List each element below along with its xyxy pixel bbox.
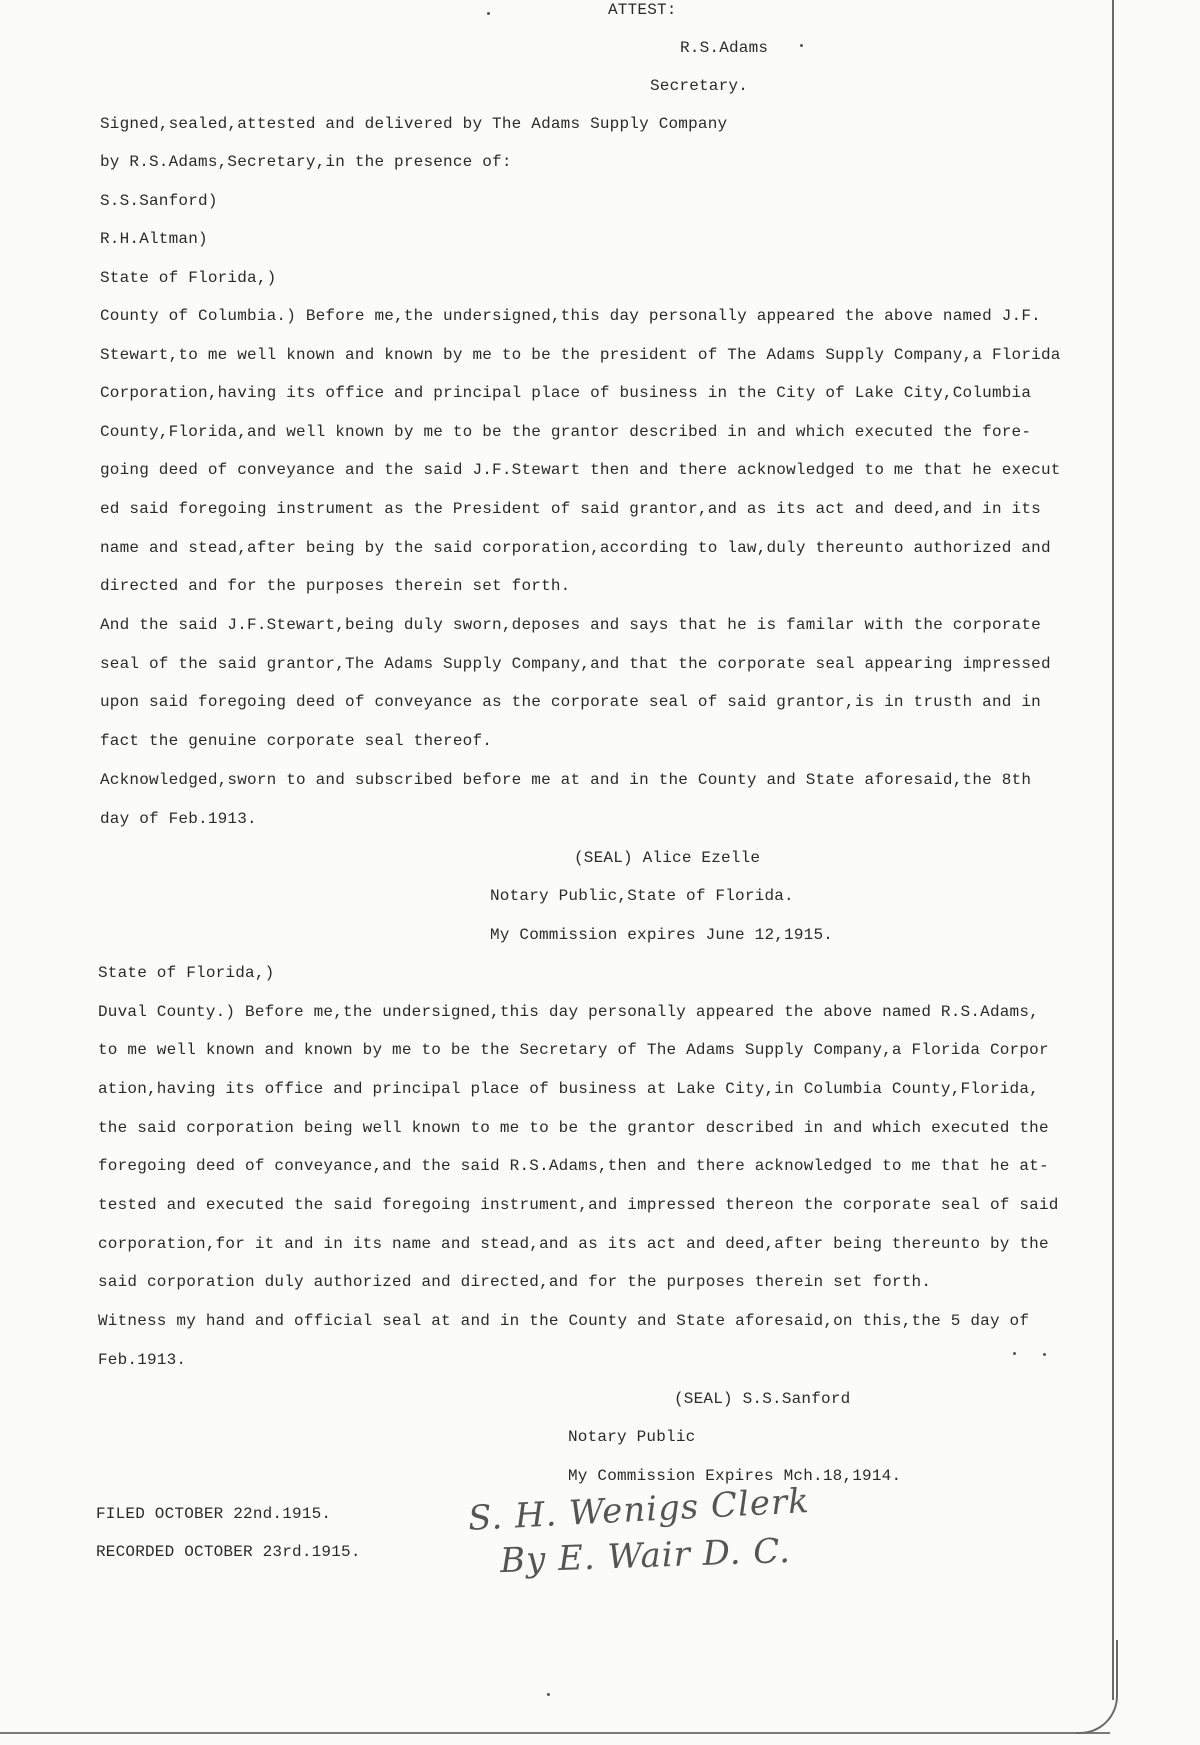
attest-heading: ATTEST: [608, 1, 677, 19]
clerk-signature-line: S. H. Wenigs Clerk [467, 1481, 811, 1539]
notary1-name: (SEAL) Alice Ezelle [574, 849, 761, 867]
ack2-line: said corporation duly authorized and directed,and for the purposes therein set forth. [98, 1273, 932, 1291]
attest-name: R.S.Adams [680, 39, 769, 57]
ink-speck [487, 12, 490, 15]
notary1-commission: My Commission expires June 12,1915. [490, 926, 834, 944]
notary2-title: Notary Public [568, 1428, 696, 1446]
ack1-line: County of Columbia.) Before me,the undersigned,this day personally appeared the above named J.F. [100, 307, 1041, 325]
page-edge-bottom [0, 1732, 1110, 1734]
ack2-line: State of Florida,) [98, 964, 275, 982]
ack1-line: County,Florida,and well known by me to be the grantor described in and which executed the fore- [100, 423, 1032, 441]
deputy-clerk-signature-line: By E. Wair D. C. [499, 1530, 792, 1582]
ack1-line: upon said foregoing deed of conveyance as the corporate seal of said grantor,is in trusth and in [100, 693, 1041, 711]
ack2-line: corporation,for it and in its name and stead,and as its act and deed,after being thereunto by the [98, 1235, 1049, 1253]
recorded-date: RECORDED OCTOBER 23rd.1915. [96, 1543, 361, 1561]
ack1-line: fact the genuine corporate seal thereof. [100, 732, 493, 750]
witness-name: S.S.Sanford) [100, 192, 218, 210]
ink-speck [1043, 1353, 1046, 1356]
filed-date: FILED OCTOBER 22nd.1915. [96, 1505, 332, 1523]
ack1-line: State of Florida,) [100, 269, 277, 287]
ack1-line: name and stead,after being by the said corporation,according to law,duly thereunto authorized and [100, 539, 1051, 557]
ack2-line: Feb.1913. [98, 1351, 187, 1369]
ack1-line: seal of the said grantor,The Adams Supply Company,and that the corporate seal appearing impressed [100, 655, 1051, 673]
attest-title: Secretary. [650, 77, 749, 95]
ink-speck [800, 44, 803, 47]
ink-speck [1013, 1352, 1016, 1355]
page-corner-curl [1076, 1640, 1118, 1734]
execution-line: by R.S.Adams,Secretary,in the presence of: [100, 153, 512, 171]
ack2-line: ation,having its office and principal place of business at Lake City,in Columbia County,Florida, [98, 1080, 1039, 1098]
ack1-line: And the said J.F.Stewart,being duly sworn,deposes and says that he is familar with the corporate [100, 616, 1041, 634]
ack2-line: to me well known and known by me to be the Secretary of The Adams Supply Company,a Florida Corpor [98, 1041, 1049, 1059]
ack1-line: Acknowledged,sworn to and subscribed before me at and in the County and State aforesaid,the 8th [100, 771, 1032, 789]
ink-speck [547, 1693, 550, 1696]
ack1-line: directed and for the purposes therein set forth. [100, 577, 571, 595]
ack2-line: Witness my hand and official seal at and in the County and State aforesaid,on this,the 5 day of [98, 1312, 1030, 1330]
ack2-line: the said corporation being well known to me to be the grantor described in and which executed the [98, 1119, 1049, 1137]
ack1-line: going deed of conveyance and the said J.F.Stewart then and there acknowledged to me that he execut [100, 461, 1061, 479]
ack1-line: day of Feb.1913. [100, 810, 257, 828]
ack2-line: foregoing deed of conveyance,and the said R.S.Adams,then and there acknowledged to me that he at- [98, 1157, 1049, 1175]
notary2-name: (SEAL) S.S.Sanford [674, 1390, 851, 1408]
ack1-line: ed said foregoing instrument as the President of said grantor,and as its act and deed,and in its [100, 500, 1041, 518]
execution-line: Signed,sealed,attested and delivered by The Adams Supply Company [100, 115, 728, 133]
notary2-commission: My Commission Expires Mch.18,1914. [568, 1467, 902, 1485]
notary1-title: Notary Public,State of Florida. [490, 887, 794, 905]
ack2-line: tested and executed the said foregoing instrument,and impressed thereon the corporate seal of said [98, 1196, 1059, 1214]
ack2-line: Duval County.) Before me,the undersigned,this day personally appeared the above named R.S.Adams, [98, 1003, 1039, 1021]
witness-name: R.H.Altman) [100, 230, 208, 248]
ack1-line: Corporation,having its office and principal place of business in the City of Lake City,Columbia [100, 384, 1032, 402]
ack1-line: Stewart,to me well known and known by me to be the president of The Adams Supply Company,a Florida [100, 346, 1061, 364]
page-edge-right [1112, 0, 1114, 1700]
